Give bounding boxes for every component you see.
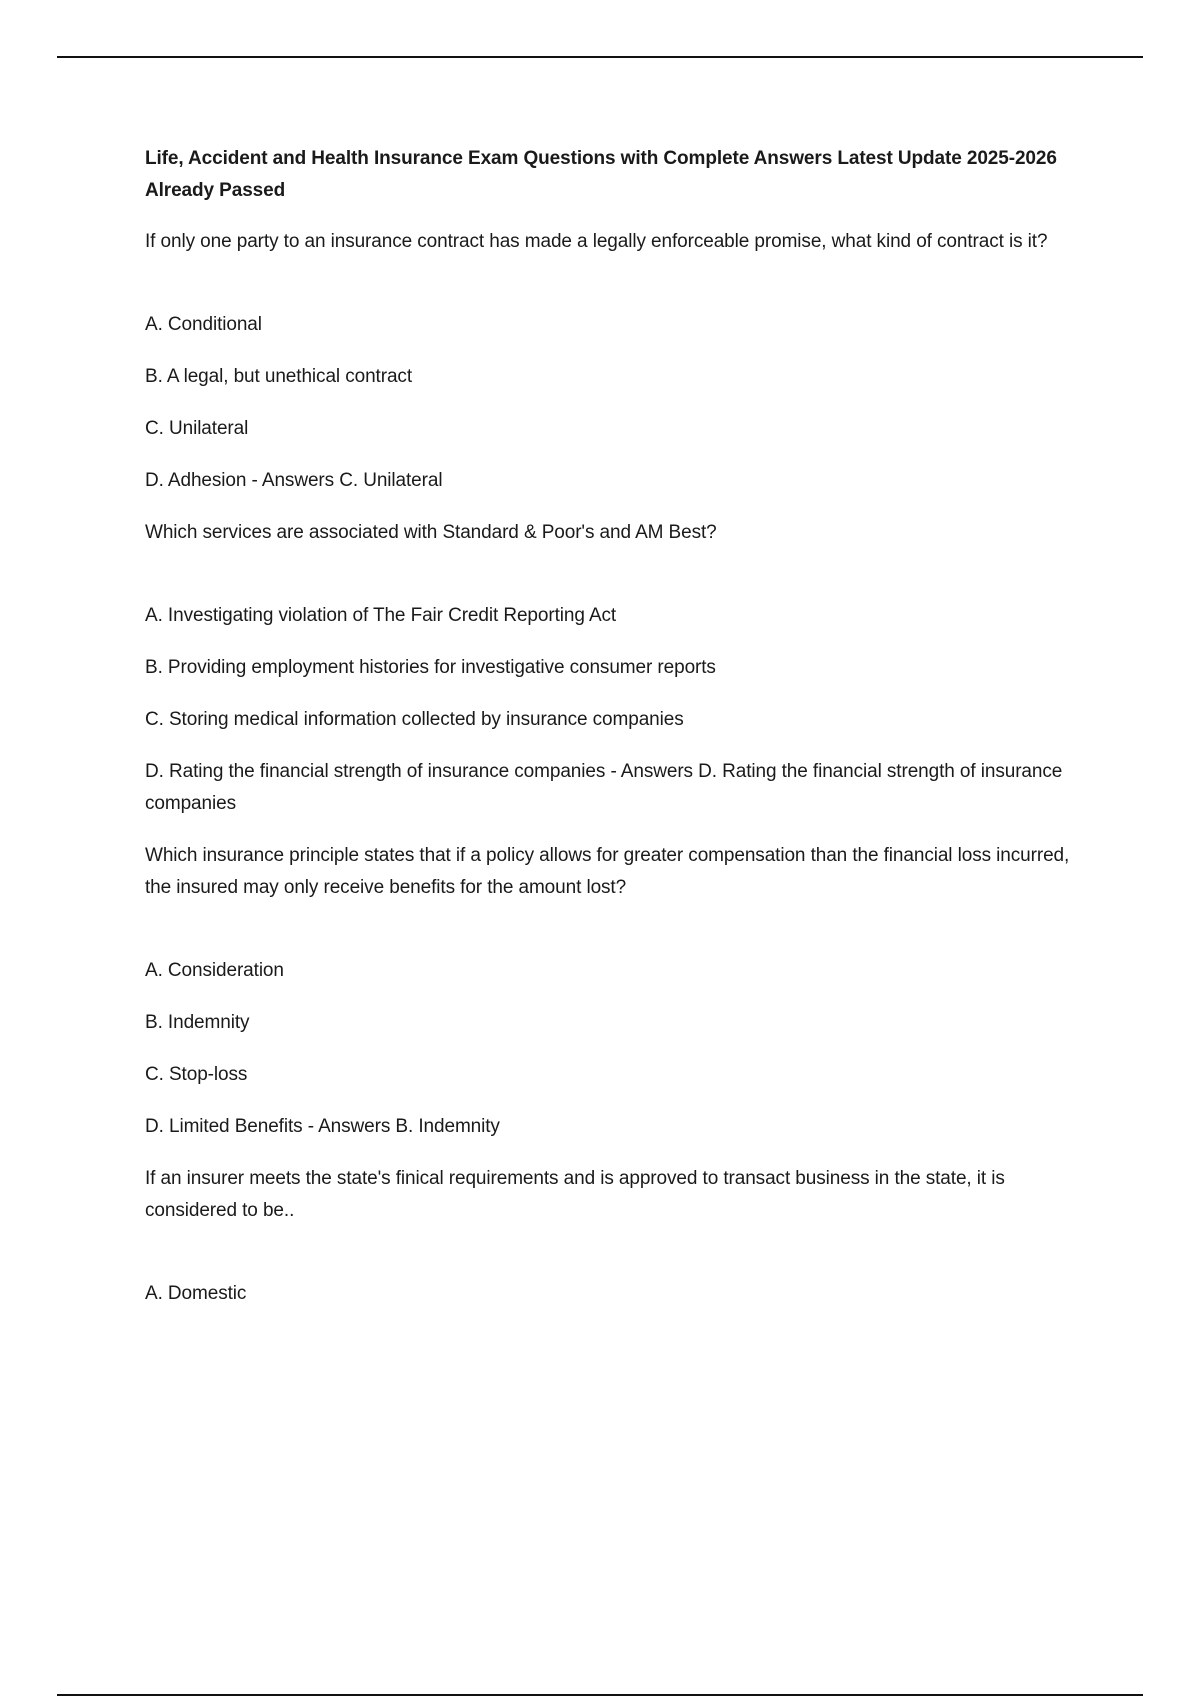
answer-option: A. Conditional <box>145 314 262 335</box>
answer-option: A. Investigating violation of The Fair Credit Reporting Act <box>145 605 617 626</box>
document-title: Life, Accident and Health Insurance Exam Questions with Complete Answers Latest Update 2025-2026 Already Passed <box>145 148 1057 201</box>
answer-option: D. Rating the financial strength of insurance companies - Answers D. Rating the financial strength of insurance companies <box>145 761 1063 814</box>
answer-option: C. Storing medical information collected by insurance companies <box>145 709 684 730</box>
footer-rule <box>57 1694 1143 1696</box>
answer-option: A. Consideration <box>145 960 284 981</box>
document-body <box>145 143 1090 1310</box>
answer-option: A. Domestic <box>145 1283 247 1304</box>
question-text: If only one party to an insurance contract has made a legally enforceable promise, what kind of contract is it? <box>145 231 1048 252</box>
header-rule <box>57 56 1143 58</box>
answer-option: B. Indemnity <box>145 1012 250 1033</box>
answer-option: D. Limited Benefits - Answers B. Indemnity <box>145 1116 500 1137</box>
question-text: Which insurance principle states that if a policy allows for greater compensation than the financial loss incurred, the insured may only receive benefits for the amount lost? <box>145 845 1070 898</box>
answer-option: B. Providing employment histories for investigative consumer reports <box>145 657 716 678</box>
answer-option: B. A legal, but unethical contract <box>145 366 412 387</box>
question-text: If an insurer meets the state's finical requirements and is approved to transact business in the state, it is considered to be.. <box>145 1168 1005 1221</box>
question-text: Which services are associated with Standard & Poor's and AM Best? <box>145 522 717 543</box>
answer-option: C. Stop-loss <box>145 1064 248 1085</box>
answer-option: D. Adhesion - Answers C. Unilateral <box>145 470 443 491</box>
answer-option: C. Unilateral <box>145 418 249 439</box>
